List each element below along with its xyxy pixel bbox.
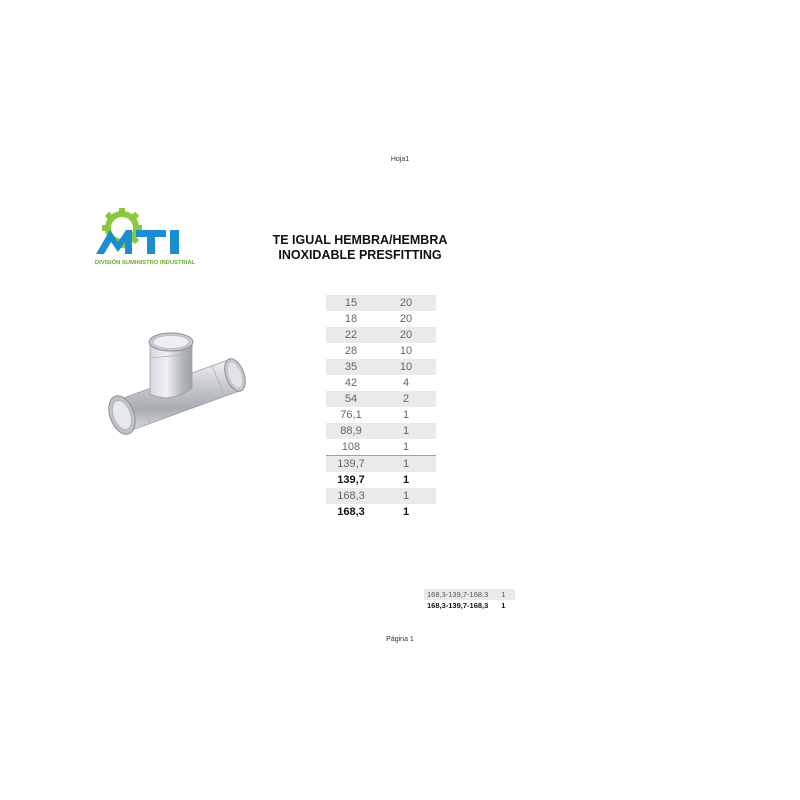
table-row <box>326 488 436 504</box>
page-footer: Página 1 <box>386 636 414 643</box>
size-cell: 168,3 <box>326 488 376 504</box>
size-cell: 108 <box>326 439 376 456</box>
size-cell: 54 <box>326 391 376 407</box>
product-title <box>240 233 480 263</box>
qty-cell: 1 <box>402 506 410 518</box>
reference-table <box>424 589 515 611</box>
qty-cell: 1 <box>501 601 506 610</box>
size-cell: 139,7 <box>337 474 365 486</box>
size-cell: 88,9 <box>326 423 376 439</box>
qty-cell: 2 <box>376 391 436 407</box>
table-row <box>326 504 436 520</box>
size-cell: 35 <box>326 359 376 375</box>
size-cell: 22 <box>326 327 376 343</box>
table-row <box>326 456 436 473</box>
size-cell: 168,3 <box>337 506 365 518</box>
table-row <box>326 311 436 327</box>
qty-cell: 1 <box>491 589 515 600</box>
reference-cell: 168,3-139,7-168,3 <box>424 589 491 600</box>
company-logo <box>92 206 198 268</box>
title-line-1: TE IGUAL HEMBRA/HEMBRA <box>272 233 448 247</box>
size-cell: 42 <box>344 377 358 389</box>
table-row <box>326 295 436 311</box>
table-row <box>326 359 436 375</box>
reference-cell: 168,3-139,7-168,3 <box>427 601 489 610</box>
qty-cell: 1 <box>376 488 436 504</box>
qty-cell: 1 <box>402 474 410 486</box>
qty-cell: 20 <box>376 327 436 343</box>
qty-cell: 1 <box>402 409 410 421</box>
qty-cell: 20 <box>399 313 413 325</box>
table-row <box>326 407 436 423</box>
size-cell: 15 <box>326 295 376 311</box>
size-cell: 18 <box>344 313 358 325</box>
qty-cell: 10 <box>376 359 436 375</box>
table-row <box>326 423 436 439</box>
table-row <box>326 391 436 407</box>
logo-tagline: DIVISIÓN SUMINISTRO INDUSTRIAL <box>94 260 196 266</box>
qty-cell: 20 <box>376 295 436 311</box>
size-cell: 28 <box>344 345 358 357</box>
size-cell: 76,1 <box>340 409 362 421</box>
size-table <box>326 295 436 520</box>
qty-cell: 10 <box>399 345 413 357</box>
table-row <box>326 375 436 391</box>
table-row <box>326 327 436 343</box>
qty-cell: 4 <box>402 377 410 389</box>
size-cell: 139,7 <box>326 456 376 473</box>
table-row <box>326 439 436 456</box>
table-row <box>326 472 436 488</box>
table-row <box>424 589 515 600</box>
mti-letters <box>96 230 179 254</box>
title-line-2: INOXIDABLE PRESFITTING <box>278 248 442 262</box>
table-row <box>424 600 515 611</box>
stainless-tee-fitting-icon <box>100 322 250 452</box>
qty-cell: 1 <box>376 439 436 456</box>
sheet-header: Hoja1 <box>390 156 410 163</box>
qty-cell: 1 <box>376 456 436 473</box>
qty-cell: 1 <box>376 423 436 439</box>
table-row <box>326 343 436 359</box>
